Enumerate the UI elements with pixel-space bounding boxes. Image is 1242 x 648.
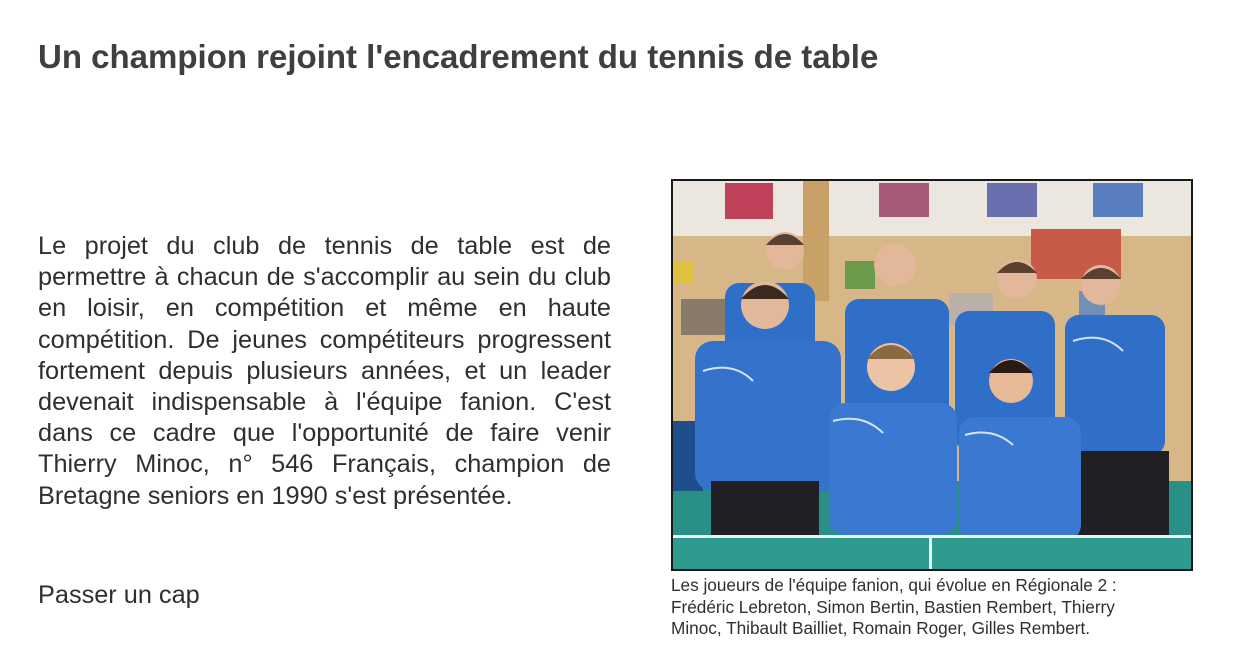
article-subheading: Passer un cap — [38, 581, 200, 609]
article-title: Un champion rejoint l'encadrement du tennis de table — [38, 38, 879, 75]
caption-line: Les joueurs de l'équipe fanion, qui évolue en Régionale 2 : — [671, 575, 1117, 595]
team-photo-illustration — [673, 181, 1191, 569]
caption-line: Frédéric Lebreton, Simon Bertin, Bastien Rembert, Thierry — [671, 596, 1115, 617]
caption-line: Minoc, Thibault Bailliet, Romain Roger, Gilles Rembert. — [671, 618, 1091, 638]
article-body: Le projet du club de tennis de table est de permettre à chacun de s'accomplir au sein du club en loisir, en compétition et même en haute compétition. De jeunes compétiteurs progressent fortement depuis plusieurs années, et un leader devenait indispensable à l'équipe fanion. C'est dans ce cadre que l'opportunité de faire venir Thierry Minoc, n° 546 Français, champion de Bretagne seniors en 1990 s'est présentée. — [38, 232, 611, 510]
team-photo — [671, 179, 1193, 571]
photo-caption — [671, 575, 1201, 640]
